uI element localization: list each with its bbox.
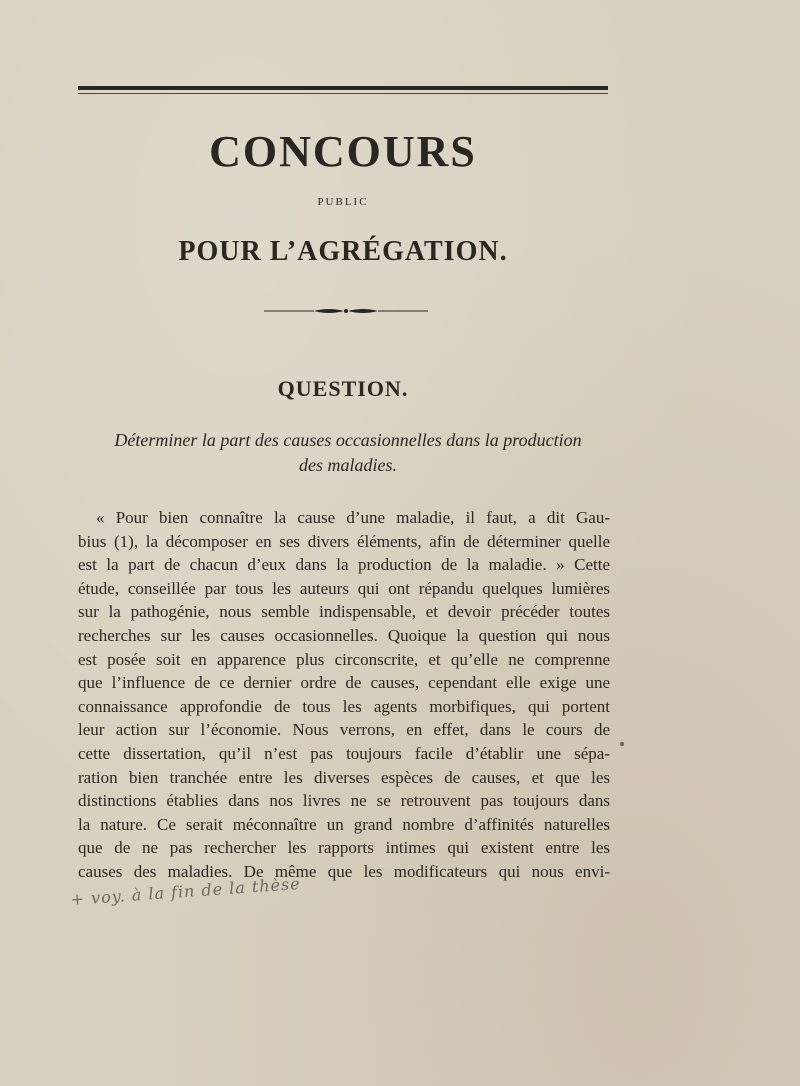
body-line: la nature. Ce serait méconnaître un grand nombre d’affinités naturelles — [78, 814, 610, 834]
body-line: que l’influence de ce dernier ordre de causes, cependant elle exige une — [78, 673, 610, 693]
body-line: est la part de chacun d’eux dans la production de la maladie. » Cette — [78, 555, 610, 575]
body-line: que de ne pas rechercher les rapports intimes qui existent entre les — [78, 838, 610, 858]
margin-mark — [620, 742, 624, 746]
body-line: sur la pathogénie, nous semble indispensable, et devoir précéder toutes — [78, 602, 610, 622]
body-line: causes des maladies. De même que les modificateurs qui nous envi- — [78, 861, 610, 881]
question-text — [88, 428, 608, 478]
body-line: distinctions établies dans nos livres ne se retrouvent pas toujours dans — [78, 791, 610, 811]
body-line: ration bien tranchée entre les diverses espèces de causes, et que les — [78, 767, 610, 787]
question-line: Déterminer la part des causes occasionnelles dans la production — [114, 430, 582, 450]
subtitle-public: PUBLIC — [317, 196, 369, 208]
body-paragraph — [78, 506, 610, 884]
body-line: est posée soit en apparence plus circonscrite, et qu’elle ne comprenne — [78, 649, 610, 669]
question-line: des maladies. — [299, 455, 397, 475]
ornament-divider — [264, 306, 428, 316]
subtitle-agregation: POUR L’AGRÉGATION. — [178, 236, 508, 267]
question-heading: QUESTION. — [277, 376, 409, 401]
body-line: cette dissertation, qu’il n’est pas toujours facile d’établir une sépa- — [78, 743, 610, 763]
handwritten-annotation: + voy. à la fin de la thèse — [70, 873, 302, 909]
body-line: bius (1), la décomposer en ses divers éléments, afin de déterminer quelle — [78, 531, 610, 551]
page-title: CONCOURS — [209, 127, 477, 176]
top-rule-thin — [78, 93, 608, 94]
body-line: leur action sur l’économie. Nous verrons, en effet, dans le cours de — [78, 720, 610, 740]
body-line: « Pour bien connaître la cause d’une maladie, il faut, a dit Gau- — [96, 508, 610, 527]
body-line: recherches sur les causes occasionnelles. Quoique la question qui nous — [78, 625, 610, 645]
body-line: connaissance approfondie de tous les agents morbifiques, qui portent — [78, 696, 610, 716]
top-rule-thick — [78, 86, 608, 90]
body-line: étude, conseillée par tous les auteurs qui ont répandu quelques lumières — [78, 578, 610, 598]
